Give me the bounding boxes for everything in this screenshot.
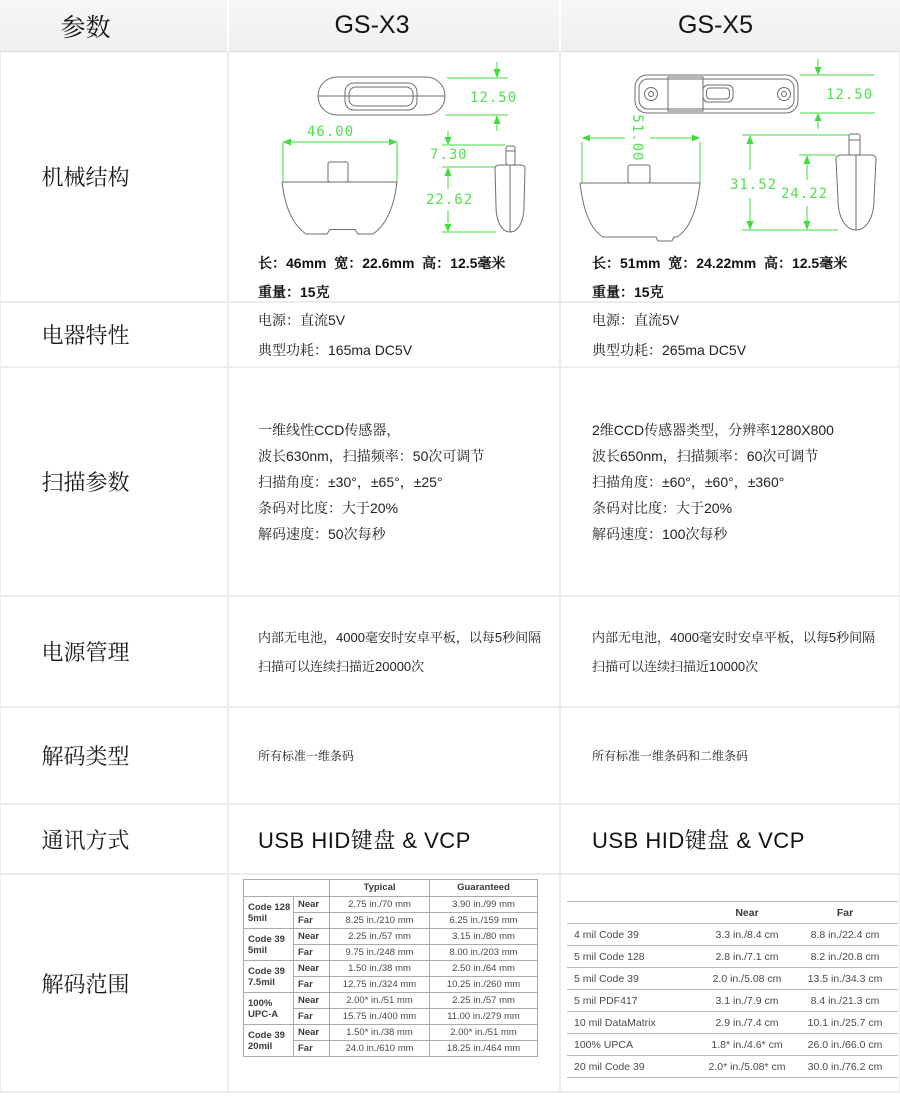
empty-corner-cell: [244, 880, 330, 897]
far-label: Far: [294, 945, 330, 961]
comm-x5-cell: [561, 805, 900, 873]
code-label: 10 mil DataMatrix: [567, 1012, 702, 1034]
row-label-mechanical: 机械结构: [41, 165, 130, 190]
far-label: Far: [294, 913, 330, 929]
row-decode-type: [0, 708, 900, 805]
range-x5-cell: [561, 875, 900, 1091]
code-label: Code 39 7.5mil: [244, 961, 294, 993]
electrical-x3-cell: [229, 303, 559, 366]
gs-x5-dim-24-22: [781, 155, 836, 230]
dim-text-7-30: 7.30: [430, 147, 468, 163]
cell-value: 8.2 in./20.8 cm: [792, 946, 898, 968]
table-row: [567, 1056, 898, 1078]
col-far: Far: [792, 902, 898, 924]
gs-x5-technical-drawing: [570, 58, 892, 250]
x5-interface: USB HID键盘 & VCP: [592, 827, 805, 853]
dim-text-24-22: 24.22: [781, 186, 829, 202]
gs-x5-front-view: [580, 165, 700, 241]
dim-text-22-62: 22.62: [426, 192, 474, 208]
row-label-scan: 扫描参数: [41, 470, 130, 495]
cell-value: 2.25 in./57 mm: [330, 929, 430, 945]
x5-scan-angle: 扫描角度：±60°，±60°，±360°: [592, 473, 785, 490]
gs-x3-decode-range-table: [243, 879, 538, 1057]
x3-interface: USB HID键盘 & VCP: [258, 827, 471, 853]
cell-value: 13.5 in./34.3 cm: [792, 968, 898, 990]
gs-x3-dim-7-30: [430, 131, 505, 163]
gs-x5-top-view: [635, 75, 798, 113]
cell-value: 8.4 in./21.3 cm: [792, 990, 898, 1012]
table-row: [244, 961, 538, 977]
cell-value: 10.25 in./260 mm: [430, 977, 538, 993]
header-cell-gs-x3: [229, 0, 559, 52]
power-x5-cell: [561, 597, 900, 706]
row-label-electrical: 电器特性: [41, 323, 130, 348]
near-label: Near: [294, 897, 330, 913]
cell-value: 9.75 in./248 mm: [330, 945, 430, 961]
col-typical: Typical: [330, 880, 430, 897]
table-row: [244, 993, 538, 1009]
cell-value: 2.9 in./7.4 cm: [702, 1012, 792, 1034]
x5-wavelength: 波长650nm，扫描频率：60次可调节: [592, 447, 819, 464]
empty-corner-cell: [567, 902, 702, 924]
cell-value: 6.25 in./159 mm: [430, 913, 538, 929]
cell-value: 2.25 in./57 mm: [430, 993, 538, 1009]
near-label: Near: [294, 1025, 330, 1041]
gs-x5-dim-51-00: [582, 114, 700, 183]
code-label: 4 mil Code 39: [567, 924, 702, 946]
table-header-row: [244, 880, 538, 897]
table-header-row: [567, 902, 898, 924]
decode-type-x5-cell: [561, 708, 900, 803]
gs-x3-side-view: [495, 146, 525, 232]
code-label: 5 mil Code 128: [567, 946, 702, 968]
gs-x3-dimensions-caption: 长：46mm 宽：22.6mm 高：12.5毫米: [258, 255, 506, 271]
table-row: [567, 1034, 898, 1056]
table-row: [567, 1012, 898, 1034]
range-x3-cell: [229, 875, 559, 1091]
code-label: 100% UPCA: [567, 1034, 702, 1056]
x5-sensor-type: 2维CCD传感器类型，分辨率1280X800: [592, 421, 834, 438]
mech-x3-cell: [229, 52, 559, 301]
table-row: [567, 990, 898, 1012]
header-cell-gs-x5: [561, 0, 900, 52]
row-decode-range: [0, 875, 900, 1093]
x5-decode-type: 所有标准一维条码和二维条码: [592, 749, 749, 763]
cell-value: 18.25 in./464 mm: [430, 1041, 538, 1057]
x5-power-supply: 电源：直流5V: [592, 311, 680, 328]
cell-value: 8.00 in./203 mm: [430, 945, 538, 961]
row-label-decode-range: 解码范围: [41, 971, 130, 997]
gs-x5-dimensions-caption: 长：51mm 宽：24.22mm 高：12.5毫米: [592, 255, 848, 271]
cell-value: 3.1 in./7.9 cm: [702, 990, 792, 1012]
gs-x3-dim-12-50: [445, 62, 517, 131]
gs-x3-top-view: [318, 77, 445, 115]
code-label: 5 mil Code 39: [567, 968, 702, 990]
dim-text-12-50-x5: 12.50: [826, 87, 874, 103]
header-cell-param: [0, 0, 227, 52]
cell-value: 30.0 in./76.2 cm: [792, 1056, 898, 1078]
code-label: 100% UPC-A: [244, 993, 294, 1025]
code-label: Code 39 20mil: [244, 1025, 294, 1057]
cell-value: 3.15 in./80 mm: [430, 929, 538, 945]
table-row: [244, 897, 538, 913]
far-label: Far: [294, 1041, 330, 1057]
table-row: [567, 968, 898, 990]
cell-value: 12.75 in./324 mm: [330, 977, 430, 993]
row-power-management: [0, 597, 900, 708]
table-row: [244, 1025, 538, 1041]
code-label: 20 mil Code 39: [567, 1056, 702, 1078]
x3-decode-type: 所有标准一维条码: [258, 749, 355, 763]
dim-text-31-52: 31.52: [730, 177, 778, 193]
x5-power-consumption: 典型功耗：265ma DC5V: [592, 341, 747, 358]
gs-x3-technical-drawing: [246, 58, 546, 250]
comm-x3-cell: [229, 805, 559, 873]
header-gs-x5-label: GS-X5: [677, 11, 754, 39]
cell-value: 2.50 in./64 mm: [430, 961, 538, 977]
near-label: Near: [294, 929, 330, 945]
gs-x3-weight-caption: 重量：15克: [258, 284, 330, 300]
col-guaranteed: Guaranteed: [430, 880, 538, 897]
gs-x5-side-view: [836, 134, 876, 230]
decode-type-x3-cell: [229, 708, 559, 803]
cell-value: 2.8 in./7.1 cm: [702, 946, 792, 968]
gs-x5-weight-caption: 重量：15克: [592, 284, 664, 300]
x5-power-note-line1: 内部无电池，4000毫安时安卓平板，以每5秒间隔: [592, 629, 876, 645]
gs-x3-dim-46-00: [283, 124, 397, 182]
x5-power-note-line2: 扫描可以连续扫描近10000次: [592, 658, 759, 674]
cell-value: 3.90 in./99 mm: [430, 897, 538, 913]
cell-value: 11.00 in./279 mm: [430, 1009, 538, 1025]
mech-x5-cell: [561, 52, 900, 301]
row-electrical: [0, 303, 900, 368]
row-label-decode-type: 解码类型: [41, 744, 130, 769]
row-mechanical-structure: [0, 52, 900, 303]
code-label: Code 128 5mil: [244, 897, 294, 929]
x3-power-supply: 电源：直流5V: [258, 311, 346, 328]
x3-wavelength: 波长630nm，扫描频率：50次可调节: [258, 447, 485, 464]
cell-value: 8.8 in./22.4 cm: [792, 924, 898, 946]
cell-value: 3.3 in./8.4 cm: [702, 924, 792, 946]
code-label: Code 39 5mil: [244, 929, 294, 961]
table-row: [244, 929, 538, 945]
x3-contrast: 条码对比度：大于20%: [258, 499, 399, 516]
x3-decode-speed: 解码速度：50次每秒: [258, 525, 386, 542]
row-label-communication: 通讯方式: [41, 827, 130, 853]
near-label: Near: [294, 961, 330, 977]
gs-x3-dim-22-62: [426, 167, 496, 232]
row-communication: [0, 805, 900, 875]
x3-power-note-line2: 扫描可以连续扫描近20000次: [258, 658, 425, 674]
x5-contrast: 条码对比度：大于20%: [592, 499, 733, 516]
dim-text-12-50: 12.50: [470, 90, 518, 106]
cell-value: 1.50 in./38 mm: [330, 961, 430, 977]
cell-value: 10.1 in./25.7 cm: [792, 1012, 898, 1034]
scan-x3-cell: [229, 368, 559, 595]
cell-value: 26.0 in./66.0 cm: [792, 1034, 898, 1056]
cell-value: 2.75 in./70 mm: [330, 897, 430, 913]
cell-value: 1.50* in./38 mm: [330, 1025, 430, 1041]
dim-text-46-00: 46.00: [307, 124, 355, 140]
row-label-power: 电源管理: [41, 640, 130, 665]
cell-value: 2.00* in./51 mm: [330, 993, 430, 1009]
x3-sensor-type: 一维线性CCD传感器，: [258, 421, 401, 438]
dim-text-51-00: 51.00: [629, 114, 645, 162]
cell-value: 15.75 in./400 mm: [330, 1009, 430, 1025]
far-label: Far: [294, 977, 330, 993]
cell-value: 8.25 in./210 mm: [330, 913, 430, 929]
power-x3-cell: [229, 597, 559, 706]
near-label: Near: [294, 993, 330, 1009]
gs-x5-decode-range-table: [567, 901, 898, 1078]
cell-value: 1.8* in./4.6* cm: [702, 1034, 792, 1056]
cell-value: 2.00* in./51 mm: [430, 1025, 538, 1041]
header-gs-x3-label: GS-X3: [334, 11, 410, 39]
header-param-label: 参数: [60, 13, 111, 42]
gs-x5-dim-31-52: [730, 135, 849, 230]
table-row: [567, 924, 898, 946]
x3-power-consumption: 典型功耗：165ma DC5V: [258, 341, 413, 358]
x3-scan-angle: 扫描角度：±30°，±65°，±25°: [258, 473, 443, 490]
cell-value: 2.0 in./5.08 cm: [702, 968, 792, 990]
cell-value: 24.0 in./610 mm: [330, 1041, 430, 1057]
gs-x5-dim-12-50: [800, 59, 875, 129]
row-scan-parameters: [0, 368, 900, 597]
code-label: 5 mil PDF417: [567, 990, 702, 1012]
scan-x5-cell: [561, 368, 900, 595]
x3-power-note-line1: 内部无电池，4000毫安时安卓平板，以每5秒间隔: [258, 629, 542, 645]
table-row: [567, 946, 898, 968]
x5-decode-speed: 解码速度：100次每秒: [592, 525, 728, 542]
electrical-x5-cell: [561, 303, 900, 366]
col-near: Near: [702, 902, 792, 924]
cell-value: 2.0* in./5.08* cm: [702, 1056, 792, 1078]
gs-x3-front-view: [282, 162, 397, 234]
far-label: Far: [294, 1009, 330, 1025]
